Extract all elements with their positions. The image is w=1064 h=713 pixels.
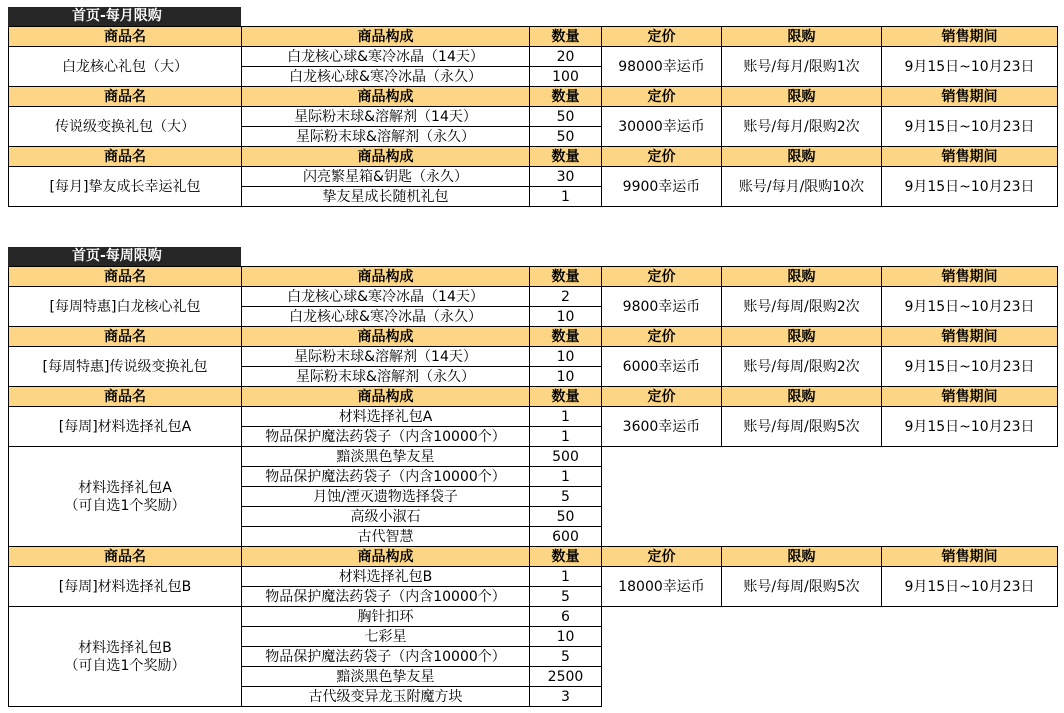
product-period: 9月15日~10月23日 [882, 347, 1058, 387]
item-name: 物品保护魔法药袋子（内含10000个） [242, 427, 530, 447]
product-name: 白龙核心礼包（大） [9, 47, 242, 87]
item-name: 物品保护魔法药袋子（内含10000个） [242, 647, 530, 667]
header-price: 定价 [602, 547, 722, 567]
item-qty: 600 [530, 527, 602, 547]
item-qty: 20 [530, 47, 602, 67]
item-qty: 5 [530, 587, 602, 607]
product-period: 9月15日~10月23日 [882, 567, 1058, 607]
empty-area [602, 607, 1058, 707]
header-limit: 限购 [722, 147, 882, 167]
item-name: 闪亮繁星箱&钥匙（永久） [242, 167, 530, 187]
monthly-sale-table [8, 26, 1058, 207]
item-name: 古代智慧 [242, 527, 530, 547]
choice-name-line: （可自选1个奖励） [64, 657, 186, 674]
product-name: [每周特惠]传说级变换礼包 [9, 347, 242, 387]
item-name: 星际粉末球&溶解剂（14天） [242, 107, 530, 127]
item-qty: 500 [530, 447, 602, 467]
header-limit: 限购 [722, 267, 882, 287]
header-composition: 商品构成 [242, 147, 530, 167]
header-price: 定价 [602, 147, 722, 167]
choice-name-line: 材料选择礼包B [78, 639, 172, 656]
choice-name-line: （可自选1个奖励） [64, 497, 186, 514]
table-row [9, 347, 1058, 367]
product-price: 18000幸运币 [602, 567, 722, 607]
item-qty: 2500 [530, 667, 602, 687]
item-qty: 10 [530, 347, 602, 367]
item-name: 材料选择礼包B [242, 567, 530, 587]
header-qty: 数量 [530, 267, 602, 287]
header-qty: 数量 [530, 387, 602, 407]
table-row [9, 107, 1058, 127]
item-name: 星际粉末球&溶解剂（14天） [242, 347, 530, 367]
header-name: 商品名 [9, 547, 242, 567]
item-qty: 1 [530, 467, 602, 487]
item-name: 材料选择礼包A [242, 407, 530, 427]
product-period: 9月15日~10月23日 [882, 407, 1058, 447]
product-limit: 账号/每周/限购2次 [722, 287, 882, 327]
item-name: 月蚀/湮灭遗物选择袋子 [242, 487, 530, 507]
item-qty: 10 [530, 307, 602, 327]
item-name: 星际粉末球&溶解剂（永久） [242, 127, 530, 147]
header-price: 定价 [602, 27, 722, 47]
product-price: 6000幸运币 [602, 347, 722, 387]
product-price: 30000幸运币 [602, 107, 722, 147]
item-qty: 50 [530, 127, 602, 147]
header-period: 销售期间 [882, 327, 1058, 347]
item-qty: 3 [530, 687, 602, 707]
item-name: 白龙核心球&寒冷冰晶（永久） [242, 307, 530, 327]
item-qty: 1 [530, 427, 602, 447]
header-name: 商品名 [9, 147, 242, 167]
table-row [9, 167, 1058, 187]
header-row [9, 27, 1058, 47]
item-qty: 2 [530, 287, 602, 307]
table-row [9, 407, 1058, 427]
choice-package-name [9, 447, 242, 547]
item-name: 物品保护魔法药袋子（内含10000个） [242, 587, 530, 607]
header-qty: 数量 [530, 547, 602, 567]
table-row [9, 447, 1058, 467]
choice-name-line: 材料选择礼包A [78, 479, 172, 496]
table-row [9, 607, 1058, 627]
header-period: 销售期间 [882, 387, 1058, 407]
item-name: 高级小淑石 [242, 507, 530, 527]
header-price: 定价 [602, 267, 722, 287]
header-name: 商品名 [9, 87, 242, 107]
header-name: 商品名 [9, 267, 242, 287]
product-name: [每月]挚友成长幸运礼包 [9, 167, 242, 207]
header-row [9, 147, 1058, 167]
header-name: 商品名 [9, 387, 242, 407]
header-limit: 限购 [722, 87, 882, 107]
item-name: 白龙核心球&寒冷冰晶（14天） [242, 287, 530, 307]
item-qty: 50 [530, 507, 602, 527]
header-period: 销售期间 [882, 87, 1058, 107]
header-period: 销售期间 [882, 27, 1058, 47]
header-row [9, 327, 1058, 347]
table-row [9, 47, 1058, 67]
product-period: 9月15日~10月23日 [882, 287, 1058, 327]
product-limit: 账号/每月/限购2次 [722, 107, 882, 147]
header-row [9, 87, 1058, 107]
item-qty: 100 [530, 67, 602, 87]
product-price: 9900幸运币 [602, 167, 722, 207]
table-row [9, 567, 1058, 587]
item-qty: 30 [530, 167, 602, 187]
item-qty: 50 [530, 107, 602, 127]
item-name: 古代级变异龙玉附魔方块 [242, 687, 530, 707]
header-qty: 数量 [530, 87, 602, 107]
choice-package-name [9, 607, 242, 707]
header-name: 商品名 [9, 327, 242, 347]
empty-area [602, 447, 1058, 547]
header-price: 定价 [602, 327, 722, 347]
header-limit: 限购 [722, 327, 882, 347]
header-composition: 商品构成 [242, 267, 530, 287]
item-name: 胸针扣环 [242, 607, 530, 627]
product-period: 9月15日~10月23日 [882, 167, 1058, 207]
product-name: [每周特惠]白龙核心礼包 [9, 287, 242, 327]
product-period: 9月15日~10月23日 [882, 47, 1058, 87]
header-qty: 数量 [530, 147, 602, 167]
item-name: 黯淡黑色挚友星 [242, 447, 530, 467]
product-period: 9月15日~10月23日 [882, 107, 1058, 147]
header-row [9, 547, 1058, 567]
table-row [9, 287, 1058, 307]
header-composition: 商品构成 [242, 27, 530, 47]
weekly-sale-table [8, 266, 1058, 707]
header-row [9, 267, 1058, 287]
item-qty: 10 [530, 367, 602, 387]
product-limit: 账号/每周/限购5次 [722, 567, 882, 607]
item-name: 物品保护魔法药袋子（内含10000个） [242, 467, 530, 487]
header-price: 定价 [602, 87, 722, 107]
product-limit: 账号/每月/限购10次 [722, 167, 882, 207]
item-qty: 1 [530, 187, 602, 207]
header-composition: 商品构成 [242, 327, 530, 347]
product-limit: 账号/每周/限购5次 [722, 407, 882, 447]
header-limit: 限购 [722, 387, 882, 407]
item-name: 星际粉末球&溶解剂（永久） [242, 367, 530, 387]
product-price: 9800幸运币 [602, 287, 722, 327]
header-row [9, 387, 1058, 407]
item-name: 七彩星 [242, 627, 530, 647]
header-period: 销售期间 [882, 267, 1058, 287]
item-qty: 1 [530, 567, 602, 587]
header-qty: 数量 [530, 327, 602, 347]
product-name: [每周]材料选择礼包B [9, 567, 242, 607]
header-qty: 数量 [530, 27, 602, 47]
item-qty: 5 [530, 487, 602, 507]
item-qty: 6 [530, 607, 602, 627]
header-limit: 限购 [722, 547, 882, 567]
header-composition: 商品构成 [242, 387, 530, 407]
item-name: 挚友星成长随机礼包 [242, 187, 530, 207]
header-limit: 限购 [722, 27, 882, 47]
product-price: 3600幸运币 [602, 407, 722, 447]
item-qty: 5 [530, 647, 602, 667]
product-limit: 账号/每月/限购1次 [722, 47, 882, 87]
section-title-monthly: 首页-每月限购 [8, 7, 241, 26]
product-price: 98000幸运币 [602, 47, 722, 87]
item-name: 白龙核心球&寒冷冰晶（永久） [242, 67, 530, 87]
product-name: [每周]材料选择礼包A [9, 407, 242, 447]
header-composition: 商品构成 [242, 87, 530, 107]
product-limit: 账号/每周/限购2次 [722, 347, 882, 387]
item-name: 黯淡黑色挚友星 [242, 667, 530, 687]
section-title-weekly: 首页-每周限购 [8, 247, 241, 266]
item-qty: 1 [530, 407, 602, 427]
header-price: 定价 [602, 387, 722, 407]
item-qty: 10 [530, 627, 602, 647]
header-name: 商品名 [9, 27, 242, 47]
header-period: 销售期间 [882, 547, 1058, 567]
product-name: 传说级变换礼包（大） [9, 107, 242, 147]
header-composition: 商品构成 [242, 547, 530, 567]
header-period: 销售期间 [882, 147, 1058, 167]
item-name: 白龙核心球&寒冷冰晶（14天） [242, 47, 530, 67]
